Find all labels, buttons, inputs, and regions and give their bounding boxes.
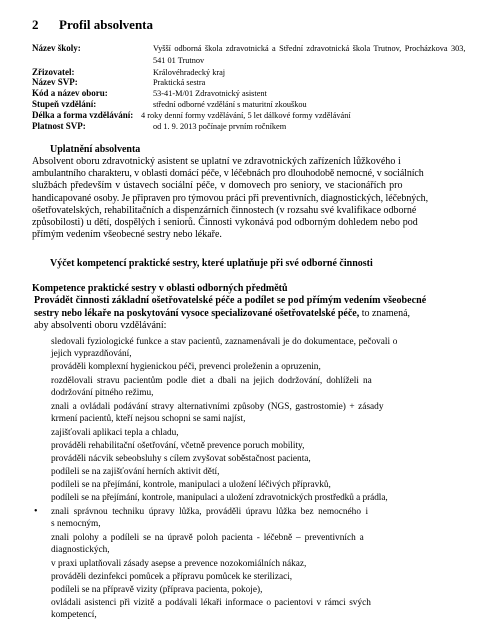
competence-item: dodržování pitného režimu, xyxy=(51,388,154,398)
employment-title: Uplatnění absolventa xyxy=(50,144,141,155)
competence-item: znali polohy a podíleli se na úpravě poloh pacienta - léčebně – preventivních a xyxy=(51,533,364,543)
employment-line: ambulantního charakteru, v oblasti domácí péče, v léčebnách pro dlouhodobě nemocné, v sociálních xyxy=(32,168,424,180)
info-value-school: Vyšší odborná škola zdravotnická a Střední zdravotnická škola Trutnov, Procházkova 303, xyxy=(153,44,466,53)
employment-line: ošetřovatelských, rehabilitačních a dispenzárních činnostech (v rozsahu své kvalifikace odborné xyxy=(32,204,417,216)
competence-item: podíleli se na zajišťování herních aktivit dětí, xyxy=(51,467,220,477)
employment-line: Absolvent oboru zdravotnický asistent se uplatní ve zdravotnických zařízeních lůžkového i xyxy=(32,156,401,167)
info-label-duration: Délka a forma vzdělávání: xyxy=(32,110,134,120)
competence-item: prováděli rehabilitační ošetřování, včetně prevence poruch mobility, xyxy=(51,441,305,451)
competence-intro-tail: to znamená, xyxy=(359,308,411,319)
competence-item: podíleli se na přejímání, kontrole, manipulaci a uložení léčivých přípravků, xyxy=(51,480,331,490)
competence-item: kompetencí, xyxy=(51,610,97,620)
competence-intro-bold: sestry nebo lékaře na poskytování vysoce specializované ošetřovatelské péče, xyxy=(34,308,360,319)
competence-title: Kompetence praktické sestry v oblasti odborných předmětů xyxy=(32,283,288,294)
competence-item: prováděli dezinfekci pomůcek a přípravu pomůcek ke sterilizaci, xyxy=(51,572,293,582)
info-value-duration: 4 roky denní formy vzdělávání, 5 let dálkové formy vzdělávání xyxy=(141,111,351,120)
info-label-founder: Zřizovatel: xyxy=(32,67,75,77)
info-label-validity: Platnost SVP: xyxy=(32,121,86,131)
employment-line: službách především v ústavech sociální péče, v domovech pro seniory, ve stacionářích pro xyxy=(32,180,403,192)
info-value-validity: od 1. 9. 2013 počínaje prvním ročníkem xyxy=(153,122,287,131)
info-value-level: střední odborné vzdělání s maturitní zkouškou xyxy=(153,100,307,109)
competence-item: znali správnou techniku úpravy lůžka, prováděli úpravu lůžka bez nemocného i xyxy=(51,507,369,517)
info-label-code: Kód a název oboru: xyxy=(32,88,108,98)
competence-item: prováděli komplexní hygienickou péči, prevenci proleženin a opruzenin, xyxy=(51,362,321,372)
competence-item: prováděli nácvik sebeobsluhy s cílem zvyšovat soběstačnost pacienta, xyxy=(51,454,311,464)
competence-item: zajišťovali aplikaci tepla a chladu, xyxy=(51,428,179,438)
info-label-school: Název školy: xyxy=(32,43,81,53)
info-label-level: Stupeň vzdělání: xyxy=(32,99,97,109)
info-value-founder: Královéhradecký kraj xyxy=(153,68,226,77)
employment-line: handicapované osoby. Je připraven pro týmovou práci při preventivních, diagnostických, léčebných, xyxy=(32,192,429,204)
competence-item: rozdělovali stravu pacientům podle diet a dbali na jejich dodržování, dohlíželi na xyxy=(51,376,372,386)
info-value-school-city: 541 01 Trutnov xyxy=(153,56,205,65)
competence-item: znali a ovládali podávání stravy alternativními způsoby (NGS, gastrostomie) + zásady xyxy=(51,402,384,412)
competence-intro-line-1: Provádět činnosti základní ošetřovatelské péče a podílet se pod přímým vedením všeobecné xyxy=(34,295,427,306)
competence-intro-line-3: aby absolventi oboru vzdělávání: xyxy=(34,320,167,331)
competence-item: ovládali asistenci při vizitě a podávali lékaři informace o pacientovi v rámci svých xyxy=(51,598,371,608)
bullet-icon: • xyxy=(34,506,38,517)
competence-item: sledovali fyziologické funkce a stav pacientů, zaznamenávali je do dokumentace, pečovali o xyxy=(51,337,398,347)
competence-item: v praxi uplatňovali zásady asepse a prevence nozokomiálních nákaz, xyxy=(51,559,307,569)
employment-line: způsobilosti) u dětí, dospělých i seniorů. Činnosti vykonává pod odborným dohledem nebo pod xyxy=(32,217,418,229)
section-title: Profil absolventa xyxy=(59,17,154,32)
employment-line: přímým vedením všeobecné sestry nebo lékaře. xyxy=(32,229,222,241)
info-value-svp: Praktická sestra xyxy=(153,78,206,87)
competence-item: jejich vyprazdňování, xyxy=(51,349,132,359)
employment-paragraph xyxy=(32,156,468,241)
info-value-code: 53-41-M/01 Zdravotnický asistent xyxy=(153,89,267,98)
section-number: 2 xyxy=(32,17,39,32)
competence-list-title: Výčet kompetencí praktické sestry, které uplatňuje při své odborné činnosti xyxy=(50,258,373,269)
competence-item: podíleli se na přejímání, kontrole, manipulaci a uložení zdravotnických prostředků a prádla, xyxy=(51,493,388,503)
competence-item: krmení pacientů, kteří nejsou schopni se sami najíst, xyxy=(51,414,246,424)
competence-intro-line-2 xyxy=(34,308,410,319)
competence-item: diagnostických, xyxy=(51,545,110,555)
competence-item: s nemocným, xyxy=(51,519,101,529)
info-label-svp: Název SVP: xyxy=(32,77,78,87)
competence-item: podíleli se na přípravě vizity (příprava pacienta, pokoje), xyxy=(51,585,263,595)
